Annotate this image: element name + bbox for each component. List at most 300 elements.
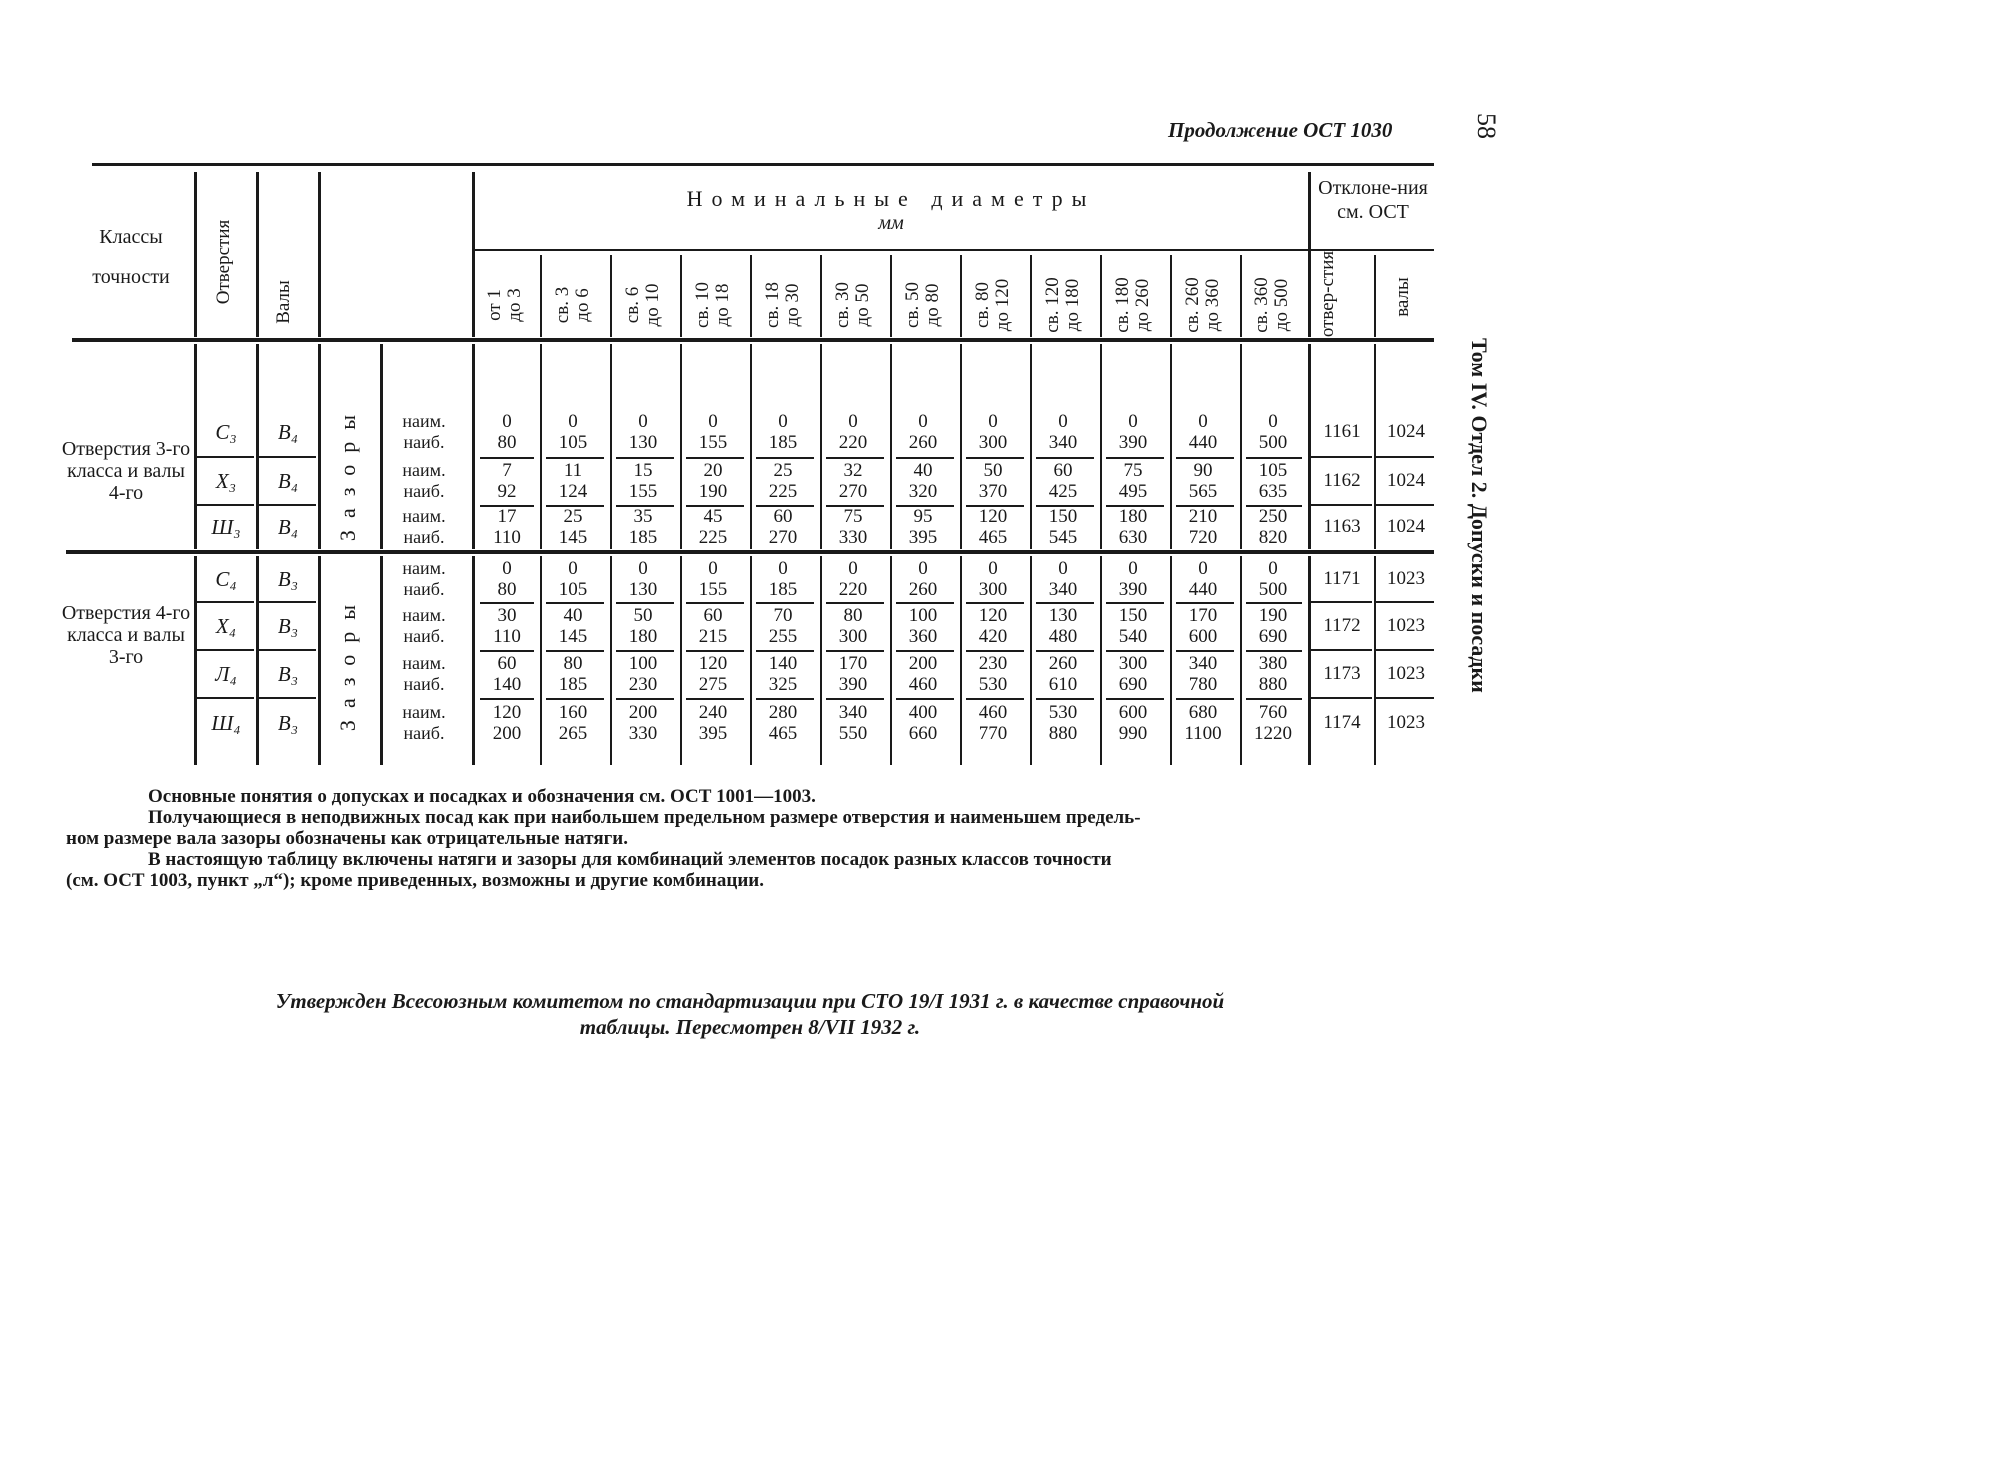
approval-line-1: Утвержден Всесоюзным комитетом по стандартизации при СТО 19/I 1931 г. в качестве справочной bbox=[275, 989, 1225, 1013]
rule bbox=[196, 601, 254, 603]
max-value: 190 bbox=[698, 481, 728, 502]
min-value: 0 bbox=[502, 411, 512, 432]
shaft-symbol: В₄ bbox=[277, 469, 299, 493]
min-value: 30 bbox=[497, 605, 517, 626]
range-header-10 bbox=[1183, 255, 1227, 355]
holes-header: Отверстия bbox=[213, 219, 234, 305]
min-value: 680 bbox=[1188, 701, 1218, 723]
rule bbox=[318, 556, 321, 765]
rule bbox=[1106, 650, 1164, 652]
rule bbox=[1246, 650, 1302, 652]
ost-shaft: 1024 bbox=[1387, 470, 1425, 491]
max-value: 1220 bbox=[1254, 722, 1292, 744]
max-value: 330 bbox=[628, 722, 658, 744]
max-label: наиб. bbox=[403, 526, 445, 547]
ost-shaft: 1023 bbox=[1387, 567, 1425, 589]
rule bbox=[1310, 649, 1372, 651]
rule bbox=[896, 650, 954, 652]
min-value: 190 bbox=[1258, 605, 1288, 626]
range-from: св. 50 bbox=[902, 282, 923, 328]
min-value: 210 bbox=[1188, 505, 1218, 527]
min-value: 170 bbox=[838, 653, 868, 674]
range-to: до 6 bbox=[572, 288, 593, 322]
rule bbox=[1176, 602, 1234, 604]
max-value: 275 bbox=[698, 674, 728, 695]
rule bbox=[480, 602, 534, 604]
max-label: наиб. bbox=[403, 626, 445, 646]
min-value: 120 bbox=[978, 505, 1008, 527]
rule bbox=[1246, 457, 1302, 459]
rule bbox=[680, 255, 682, 337]
rule bbox=[1310, 504, 1372, 506]
rule bbox=[546, 650, 604, 652]
rule bbox=[1176, 457, 1234, 459]
min-value: 260 bbox=[1048, 653, 1078, 674]
approval-line-2: таблицы. Пересмотрен 8/VII 1932 г. bbox=[579, 1015, 921, 1039]
min-value: 90 bbox=[1193, 460, 1213, 481]
max-value: 105 bbox=[558, 432, 588, 453]
rule bbox=[1310, 697, 1372, 699]
min-value: 25 bbox=[773, 460, 793, 481]
rule bbox=[756, 698, 814, 700]
max-value: 880 bbox=[1258, 674, 1288, 695]
hole-symbol: Ш₃ bbox=[211, 514, 241, 539]
min-value: 40 bbox=[913, 460, 933, 481]
ost-shaft: 1024 bbox=[1387, 515, 1425, 537]
rule bbox=[756, 602, 814, 604]
max-value: 390 bbox=[1118, 432, 1148, 453]
classes-label-2: точности bbox=[92, 266, 170, 288]
group-divider bbox=[66, 550, 1434, 554]
max-value: 185 bbox=[768, 432, 798, 453]
max-value: 185 bbox=[558, 674, 588, 695]
rule bbox=[610, 255, 612, 337]
shaft-symbol: В₃ bbox=[277, 566, 299, 591]
shaft-symbol: В₄ bbox=[277, 514, 299, 539]
range-to: до 500 bbox=[1271, 278, 1292, 332]
hole-symbol: С₄ bbox=[215, 566, 237, 591]
range-from: св. 180 bbox=[1112, 277, 1133, 333]
ost-hole: 1171 bbox=[1323, 567, 1361, 589]
rule bbox=[1176, 698, 1234, 700]
min-value: 80 bbox=[563, 653, 583, 674]
max-value: 200 bbox=[492, 722, 522, 744]
min-value: 0 bbox=[848, 411, 858, 432]
min-value: 11 bbox=[563, 460, 583, 481]
hole-symbol: Л₄ bbox=[215, 662, 237, 686]
max-value: 155 bbox=[628, 481, 658, 502]
max-label: наиб. bbox=[403, 722, 445, 743]
rule bbox=[756, 650, 814, 652]
min-value: 0 bbox=[1058, 411, 1068, 432]
max-value: 225 bbox=[698, 526, 728, 548]
max-value: 390 bbox=[1118, 578, 1148, 600]
max-value: 440 bbox=[1188, 578, 1218, 600]
min-value: 32 bbox=[843, 460, 863, 481]
min-value: 180 bbox=[1118, 505, 1148, 527]
min-value: 17 bbox=[497, 505, 517, 527]
min-value: 0 bbox=[918, 557, 928, 579]
max-value: 495 bbox=[1118, 481, 1148, 502]
rule bbox=[616, 457, 674, 459]
min-value: 0 bbox=[708, 411, 718, 432]
rule bbox=[896, 602, 954, 604]
rule bbox=[256, 172, 259, 337]
max-value: 220 bbox=[838, 432, 868, 453]
max-value: 260 bbox=[908, 578, 938, 600]
range-header-5 bbox=[833, 255, 877, 355]
rule bbox=[196, 456, 254, 458]
min-value: 200 bbox=[908, 653, 938, 674]
max-value: 635 bbox=[1258, 481, 1288, 502]
shafts-header: Валы bbox=[273, 280, 294, 324]
min-value: 460 bbox=[978, 701, 1008, 723]
deviations-title: Отклоне-ния см. ОСТ bbox=[1318, 177, 1428, 223]
hole-symbol: С₃ bbox=[215, 420, 237, 444]
rule bbox=[1310, 456, 1372, 458]
min-label: наим. bbox=[402, 701, 446, 722]
range-header-11 bbox=[1252, 255, 1296, 355]
max-value: 530 bbox=[978, 674, 1008, 695]
rule bbox=[826, 698, 884, 700]
max-value: 720 bbox=[1188, 526, 1218, 548]
max-value: 545 bbox=[1048, 526, 1078, 548]
rule bbox=[616, 650, 674, 652]
min-value: 240 bbox=[698, 701, 728, 723]
max-value: 360 bbox=[908, 626, 938, 647]
min-value: 230 bbox=[978, 653, 1008, 674]
max-value: 990 bbox=[1118, 722, 1148, 744]
rule bbox=[258, 456, 316, 458]
rule bbox=[1376, 697, 1434, 699]
shaft-symbol: В₃ bbox=[277, 614, 299, 638]
rule bbox=[258, 649, 316, 651]
min-value: 200 bbox=[628, 701, 658, 723]
hole-symbol: Ш₄ bbox=[211, 710, 241, 735]
rule bbox=[1106, 698, 1164, 700]
min-value: 0 bbox=[988, 411, 998, 432]
max-value: 480 bbox=[1048, 626, 1078, 647]
dev-holes-header: отвер-стия bbox=[1317, 250, 1338, 338]
shaft-symbol: В₃ bbox=[277, 662, 299, 686]
min-value: 150 bbox=[1048, 505, 1078, 527]
rule bbox=[966, 698, 1024, 700]
rule bbox=[1170, 255, 1172, 337]
min-value: 0 bbox=[1128, 557, 1138, 579]
max-value: 255 bbox=[768, 626, 798, 647]
ost-hole: 1162 bbox=[1323, 470, 1361, 491]
min-value: 400 bbox=[908, 701, 938, 723]
min-value: 280 bbox=[768, 701, 798, 723]
min-value: 0 bbox=[1198, 557, 1208, 579]
max-value: 630 bbox=[1118, 526, 1148, 548]
range-to: до 10 bbox=[642, 283, 663, 327]
max-value: 145 bbox=[558, 526, 588, 548]
range-header-9 bbox=[1113, 255, 1157, 355]
rule bbox=[1176, 650, 1234, 652]
min-value: 75 bbox=[1123, 460, 1143, 481]
note-3b: (см. ОСТ 1003, пункт „л“); кроме приведенных, возможны и другие комбинации. bbox=[66, 870, 764, 891]
ost-hole: 1174 bbox=[1323, 711, 1361, 733]
hole-symbol: Х₃ bbox=[215, 469, 237, 493]
rule bbox=[258, 697, 316, 699]
max-value: 270 bbox=[768, 526, 798, 548]
min-value: 20 bbox=[703, 460, 723, 481]
max-value: 550 bbox=[838, 722, 868, 744]
min-value: 35 bbox=[633, 505, 653, 527]
min-value: 100 bbox=[628, 653, 658, 674]
min-value: 105 bbox=[1258, 460, 1288, 481]
min-value: 380 bbox=[1258, 653, 1288, 674]
rule bbox=[1376, 504, 1434, 506]
min-value: 120 bbox=[698, 653, 728, 674]
rule bbox=[540, 255, 542, 337]
max-value: 340 bbox=[1048, 432, 1078, 453]
min-value: 95 bbox=[913, 505, 933, 527]
rule bbox=[1036, 457, 1094, 459]
max-value: 300 bbox=[978, 432, 1008, 453]
max-value: 1100 bbox=[1184, 722, 1222, 744]
min-value: 7 bbox=[502, 460, 512, 481]
max-value: 124 bbox=[558, 481, 588, 502]
rule bbox=[546, 457, 604, 459]
range-header-4 bbox=[763, 255, 807, 355]
rule bbox=[1308, 344, 1311, 549]
note-3a: В настоящую таблицу включены натяги и зазоры для комбинаций элементов посадок разных классов точности bbox=[148, 849, 1112, 870]
rule bbox=[686, 602, 744, 604]
min-value: 170 bbox=[1188, 605, 1218, 626]
min-value: 300 bbox=[1118, 653, 1148, 674]
min-value: 250 bbox=[1258, 505, 1288, 527]
max-label: наиб. bbox=[403, 432, 445, 452]
min-value: 0 bbox=[1198, 411, 1208, 432]
min-value: 70 bbox=[773, 605, 793, 626]
range-to: до 30 bbox=[782, 283, 803, 327]
rule bbox=[480, 457, 534, 459]
rule bbox=[480, 698, 534, 700]
max-value: 780 bbox=[1188, 674, 1218, 695]
rule bbox=[318, 344, 321, 549]
min-value: 120 bbox=[492, 701, 522, 723]
min-value: 0 bbox=[1268, 411, 1278, 432]
range-to: до 3 bbox=[504, 288, 525, 322]
rule bbox=[896, 457, 954, 459]
max-value: 325 bbox=[768, 674, 798, 695]
rule bbox=[616, 602, 674, 604]
range-header-1 bbox=[553, 255, 597, 355]
range-from: св. 6 bbox=[622, 286, 643, 324]
ost-shaft: 1023 bbox=[1387, 615, 1425, 636]
rule bbox=[194, 172, 197, 337]
max-value: 565 bbox=[1188, 481, 1218, 502]
group-label-1: Отверстия 4-го класса и валы 3-го bbox=[61, 602, 191, 668]
max-value: 440 bbox=[1188, 432, 1218, 453]
max-value: 660 bbox=[908, 722, 938, 744]
max-value: 395 bbox=[698, 722, 728, 744]
max-value: 185 bbox=[768, 578, 798, 600]
max-value: 225 bbox=[768, 481, 798, 502]
ost-hole: 1172 bbox=[1323, 615, 1361, 636]
min-value: 160 bbox=[558, 701, 588, 723]
max-value: 230 bbox=[628, 674, 658, 695]
hole-symbol: Х₄ bbox=[215, 614, 237, 638]
rule bbox=[1036, 650, 1094, 652]
max-value: 110 bbox=[493, 526, 521, 548]
rule bbox=[686, 698, 744, 700]
ost-shaft: 1023 bbox=[1387, 663, 1425, 684]
rule bbox=[1240, 255, 1242, 337]
side-title: Том IV. Отдел 2. Допуски и посадки bbox=[1467, 338, 1492, 693]
min-label: наим. bbox=[402, 460, 446, 480]
min-value: 15 bbox=[633, 460, 653, 481]
rule bbox=[196, 649, 254, 651]
rule bbox=[1308, 556, 1311, 765]
rule bbox=[966, 650, 1024, 652]
rule bbox=[966, 457, 1024, 459]
max-value: 610 bbox=[1048, 674, 1078, 695]
shaft-symbol: В₄ bbox=[277, 420, 299, 444]
rule bbox=[896, 698, 954, 700]
max-value: 300 bbox=[838, 626, 868, 647]
max-value: 320 bbox=[908, 481, 938, 502]
max-value: 600 bbox=[1188, 626, 1218, 647]
rule bbox=[960, 255, 962, 337]
max-value: 92 bbox=[497, 481, 517, 502]
min-value: 60 bbox=[1053, 460, 1073, 481]
rule bbox=[826, 602, 884, 604]
top-rule bbox=[92, 163, 1434, 166]
max-value: 105 bbox=[558, 578, 588, 600]
range-to: до 120 bbox=[992, 278, 1013, 332]
min-value: 50 bbox=[633, 605, 653, 626]
max-value: 155 bbox=[698, 578, 728, 600]
max-value: 130 bbox=[628, 432, 658, 453]
min-value: 50 bbox=[983, 460, 1003, 481]
max-value: 820 bbox=[1258, 526, 1288, 548]
range-from: св. 30 bbox=[832, 282, 853, 328]
range-to: до 50 bbox=[852, 283, 873, 327]
rule bbox=[1376, 456, 1434, 458]
rule bbox=[1246, 698, 1302, 700]
max-label: наиб. bbox=[403, 578, 445, 599]
rule bbox=[616, 698, 674, 700]
rule bbox=[1036, 698, 1094, 700]
range-to: до 80 bbox=[922, 283, 943, 327]
rule bbox=[826, 457, 884, 459]
rule bbox=[756, 457, 814, 459]
min-label: наим. bbox=[402, 557, 446, 578]
rule bbox=[380, 344, 383, 549]
min-value: 530 bbox=[1048, 701, 1078, 723]
min-value: 760 bbox=[1258, 701, 1288, 723]
range-to: до 180 bbox=[1062, 278, 1083, 332]
nominal-unit: мм bbox=[878, 212, 904, 234]
rule bbox=[1308, 172, 1311, 337]
max-value: 260 bbox=[908, 432, 938, 453]
rule bbox=[1246, 602, 1302, 604]
min-value: 0 bbox=[778, 411, 788, 432]
max-value: 390 bbox=[838, 674, 868, 695]
max-value: 220 bbox=[838, 578, 868, 600]
max-value: 370 bbox=[978, 481, 1008, 502]
dev-shafts-header: валы bbox=[1392, 277, 1413, 317]
min-value: 0 bbox=[848, 557, 858, 579]
rule bbox=[1376, 601, 1434, 603]
min-value: 60 bbox=[773, 505, 793, 527]
rule bbox=[1036, 602, 1094, 604]
min-value: 45 bbox=[703, 505, 723, 527]
ost-shaft: 1023 bbox=[1387, 711, 1425, 733]
nominal-divider bbox=[474, 249, 1308, 251]
group-label-0: Отверстия 3-го класса и валы 4-го bbox=[61, 438, 191, 504]
ost-shaft: 1024 bbox=[1387, 421, 1425, 442]
range-header-2 bbox=[623, 255, 667, 355]
max-value: 420 bbox=[978, 626, 1008, 647]
min-value: 0 bbox=[1058, 557, 1068, 579]
range-to: до 18 bbox=[712, 283, 733, 327]
min-value: 0 bbox=[1128, 411, 1138, 432]
max-value: 265 bbox=[558, 722, 588, 744]
rule bbox=[258, 601, 316, 603]
range-from: св. 260 bbox=[1182, 277, 1203, 333]
rule bbox=[196, 504, 254, 506]
max-value: 110 bbox=[493, 626, 521, 647]
max-value: 215 bbox=[698, 626, 728, 647]
min-value: 60 bbox=[497, 653, 517, 674]
range-to: до 260 bbox=[1132, 278, 1153, 332]
rule bbox=[1374, 255, 1376, 337]
max-label: наиб. bbox=[403, 481, 445, 501]
max-value: 180 bbox=[628, 626, 658, 647]
max-value: 770 bbox=[978, 722, 1008, 744]
min-value: 0 bbox=[502, 557, 512, 579]
shaft-symbol: В₃ bbox=[277, 710, 299, 735]
min-label: наим. bbox=[402, 653, 446, 673]
rule bbox=[196, 697, 254, 699]
max-value: 155 bbox=[698, 432, 728, 453]
min-value: 0 bbox=[918, 411, 928, 432]
ost-hole: 1173 bbox=[1323, 663, 1361, 684]
range-from: от 1 bbox=[484, 289, 505, 321]
min-value: 0 bbox=[1268, 557, 1278, 579]
range-from: св. 10 bbox=[692, 282, 713, 328]
min-value: 0 bbox=[778, 557, 788, 579]
min-value: 100 bbox=[908, 605, 938, 626]
min-value: 340 bbox=[838, 701, 868, 723]
rule bbox=[966, 602, 1024, 604]
rule bbox=[750, 255, 752, 337]
rule bbox=[318, 172, 321, 337]
max-value: 690 bbox=[1118, 674, 1148, 695]
max-value: 130 bbox=[628, 578, 658, 600]
min-label: наим. bbox=[402, 605, 446, 625]
max-value: 300 bbox=[978, 578, 1008, 600]
page-caption: Продолжение ОСТ 1030 bbox=[1168, 118, 1393, 142]
min-value: 0 bbox=[568, 411, 578, 432]
min-value: 75 bbox=[843, 505, 863, 527]
max-value: 330 bbox=[838, 526, 868, 548]
note-1: Основные понятия о допусках и посадках и обозначения см. ОСТ 1001—1003. bbox=[148, 786, 816, 807]
max-value: 465 bbox=[978, 526, 1008, 548]
min-value: 120 bbox=[978, 605, 1008, 626]
ost-hole: 1163 bbox=[1323, 515, 1361, 537]
min-value: 0 bbox=[638, 411, 648, 432]
max-value: 465 bbox=[768, 722, 798, 744]
max-value: 500 bbox=[1258, 432, 1288, 453]
note-2a: Получающиеся в неподвижных посад как при наибольшем предельном размере отверстия и наименьшем предель- bbox=[148, 807, 1141, 828]
range-from: св. 18 bbox=[762, 282, 783, 328]
rule bbox=[546, 602, 604, 604]
